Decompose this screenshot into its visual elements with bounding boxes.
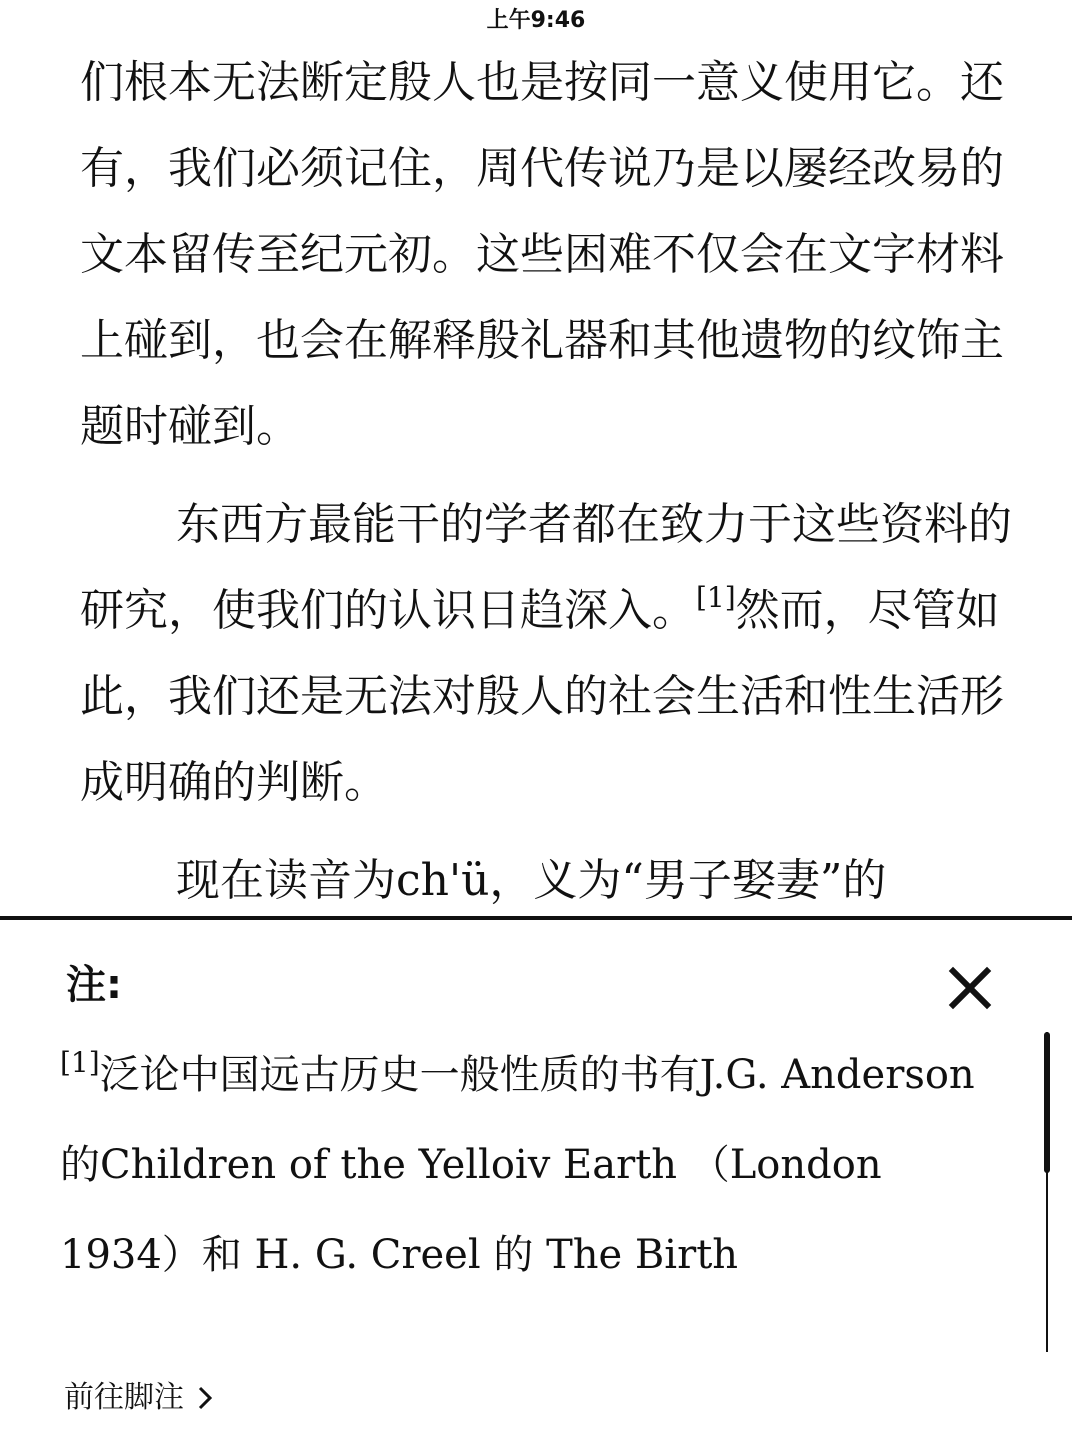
footnote-ref-link[interactable]: [1] — [696, 581, 736, 614]
notes-heading: 注: — [66, 962, 122, 1008]
close-icon — [944, 962, 996, 1014]
chevron-right-icon — [198, 1386, 212, 1410]
body-paragraph-with-note — [80, 482, 1020, 826]
paragraph-text: 东西方最能干的学者都在致力于这些资料的研究，使我们的认识日趋深入。 — [80, 499, 1012, 636]
reading-pane[interactable] — [80, 40, 1020, 916]
body-paragraph-partial: 现在读音为ch'ü，义为“男子娶妻”的 — [176, 855, 887, 906]
goto-footnote-label: 前往脚注 — [64, 1380, 184, 1415]
footnote-panel — [0, 920, 1072, 1448]
status-bar — [0, 6, 1072, 36]
goto-footnote-button[interactable] — [64, 1376, 212, 1420]
footnote-paragraph — [60, 1030, 980, 1300]
footnote-scrollbar[interactable] — [1044, 1032, 1050, 1352]
body-paragraph: 们根本无法断定殷人也是按同一意义使用它。还有，我们必须记住，周代传说乃是以屡经改易的文本留传至纪元初。这些困难不仅会在文字材料上碰到，也会在解释殷礼器和其他遗物的纹饰主题时碰到。 — [80, 57, 1004, 452]
footnote-text: 泛论中国远古历史一般性质的书有J.G. Anderson的Children of the Yelloiv Earth （London 1934）和 H. G. Creel 的 The Birth — [60, 1052, 975, 1278]
paragraph-text-cont: 然而，尽管如此，我们还是无法对殷人的社会生活和性生活形成明确的判断。 — [80, 585, 1004, 808]
footnote-number: [1] — [60, 1046, 100, 1079]
scrollbar-thumb[interactable] — [1044, 1032, 1050, 1173]
status-time: 上午9:46 — [486, 8, 586, 33]
footnote-content — [60, 1030, 980, 1300]
close-button[interactable] — [944, 962, 996, 1014]
